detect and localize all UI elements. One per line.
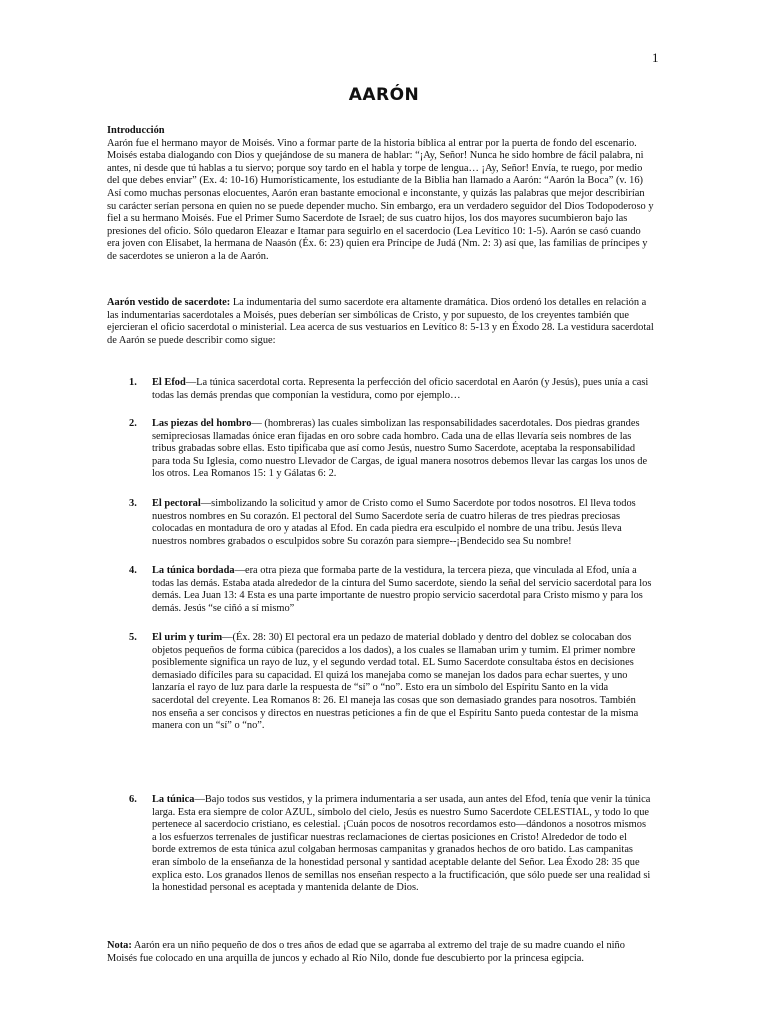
list-item-text: —La túnica sacerdotal corta. Representa la perfección del oficio sacerdotal en Aarón (y Jesús), pues unía a casi todas las demás prendas que componían la vestidura, como por ejemplo…	[152, 377, 649, 401]
list-item-number: 1.	[129, 377, 137, 388]
list-item-number: 3.	[129, 498, 137, 509]
list-item-number: 4.	[129, 565, 137, 576]
nota-heading: Nota:	[107, 940, 132, 951]
vestido-text: La indumentaria del sumo sacerdote era altamente dramática. Dios ordenó los detalles en relación a las indumentarias sacerdotales a Moisés, pues deberían ser simbólicas de Cristo, y por supuesto, de los creyentes también que ejercieran el oficio sacerdotal o ministerial. Lea acerca de sus vestuarios en Levítico 8: 5-13 y en Éxodo 28. La vestidura sacerdotal de Aarón se puede describir como sigue:	[107, 297, 654, 346]
list-item	[107, 498, 654, 548]
vestido-heading: Aarón vestido de sacerdote:	[107, 297, 231, 308]
nota-section	[107, 940, 654, 965]
nota-text: Aarón era un niño pequeño de dos o tres años de edad que se agarraba al extremo del traje de su madre cuando el niño Moisés fue colocado en una arquilla de juncos y echado al Río Nilo, donde fue descubierto por la princesa egipcia.	[107, 940, 625, 964]
intro-text: Aarón fue el hermano mayor de Moisés. Vino a formar parte de la historia bíblica al entrar por la puerta de fondo del escenario. Moisés estaba dialogando con Dios y quejándose de su manera de hablar: “¡Ay, Señor! Nunca he sido hombre de fácil palabra, ni antes, ni desde que tú hablas a tu siervo; porque soy tardo en el habla y torpe de lengua… ¡Ay, Señor! Envía, te ruego, por medio del que debes enviar” (Ex. 4: 10-16) Humorísticamente, los estudiante de la Biblia han llamado a Aarón: “Aarón la Boca” (v. 16) Así como muchas personas elocuentes, Aarón eran bastante emocional e inconstante, y quizás las palabras que mejor describirían su carácter serían persona en quien no se puede depender mucho. Sin embargo, era un verdadero seguidor del Dios Todopoderoso y fiel a su hermano Moisés. Fue el Primer Sumo Sacerdote de Israel; de sus cuatro hijos, los dos mayores sucumbieron bajo las presiones del oficio. Sólo quedaron Eleazar e Itamar para seguirlo en el sacerdocio (Lea Levítico 10: 1-5). Aarón se casó cuando era joven con Elisabet, la hermana de Naasón (Éx. 6: 23) quien era Príncipe de Judá (Nm. 2: 3) así que, las familias de príncipes y de sacerdotes se unieron a la de Aarón.	[107, 137, 654, 262]
list-item	[107, 794, 654, 895]
intro-heading: Introducción	[107, 125, 165, 136]
list-item-lead: La túnica	[152, 794, 195, 805]
list-item-text: —Bajo todos sus vestidos, y la primera indumentaria a ser usada, aun antes del Efod, tenía que venir la túnica larga. Esta era siempre de color AZUL, símbolo del cielo, Jesús es nuestro Sumo Sacerdote CELESTIAL, y todo lo que pertenece al sacerdocio cristiano, es celestial. ¡Cuán pocos de nosotros recordamos esto—dándonos a nosotros mismos a los esfuerzos terrenales de justificar nuestras reclamaciones de ciertas posiciones en Cristo! Alrededor de todo el borde extremos de esta túnica azul colgaban hermosas campanitas y granados hechos de oro batido. Las campanitas eran símbolo de la enseñanza de la honestidad personal y santidad aceptable delante del Señor. Lea Éxodo 28: 35 que explica esto. Los granados llenos de semillas nos enseñan respecto a la fructificación, que sólo puede ser una realidad si la honestidad personal es aceptada y mantenida delante de Dios.	[152, 794, 651, 894]
list-item	[107, 418, 654, 481]
list-item-number: 6.	[129, 794, 137, 805]
page-number: 1	[652, 50, 659, 65]
list-item-text: — (hombreras) las cuales simbolizan las responsabilidades sacerdotales. Dos piedras grandes semipreciosas llamadas ónice eran fijadas en oro sobre cada hombro. Cada una de ellas llevaría seis nombres de las tribus grabadas sobre ellas. Esto tipificaba que así como Jesús, nuestro Sumo Sacerdote, aceptaba la responsabilidad para toda Su Iglesia, como nuestro Llevador de Cargas, de igual manera nosotros debemos llevar las cargas los unos de los otros. Lea Romanos 15: 1 y Gálatas 6: 2.	[152, 418, 648, 480]
list-item-number: 5.	[129, 632, 137, 643]
list-item-number: 2.	[129, 418, 137, 429]
document-title: AARÓN	[348, 85, 420, 105]
list-item	[107, 632, 654, 733]
list-item-text: —(Éx. 28: 30) El pectoral era un pedazo de material doblado y dentro del doblez se colocaban dos objetos pequeños de forma cúbica (parecidos a los dados), a los cuales se llamaban urim y tumim. El primer nombre posiblemente significa un rayo de luz, y el segundo verdad total. EL Sumo Sacerdote consultaba éstos en decisiones demasiado difíciles para su capacidad. El quizá los manejaba como se manejan los dados para echar suertes, y uno lanzaría el rayo de luz para darle la respuesta de “sí” o “no”. Esto era un símbolo del Espíritu Santo en la vida sacerdotal del creyente. Lea Romanos 8: 26. El maneja las cosas que son demasiado grandes para nosotros. También nos enseña a ser concisos y directos en nuestras peticiones a fin de que el Espíritu Santo pueda contestar de la misma manera con un “sí” o “no”.	[152, 632, 639, 732]
list-item	[107, 565, 654, 615]
list-item-lead: La túnica bordada	[152, 565, 235, 576]
list-item-lead: Las piezas del hombro	[152, 418, 252, 429]
list-item-lead: El Efod	[152, 377, 186, 388]
list-item-lead: El pectoral	[152, 498, 201, 509]
list-item	[107, 377, 654, 402]
list-item-text: —simbolizando la solicitud y amor de Cristo como el Sumo Sacerdote por todos nosotros. El lleva todos nuestros nombres en Su corazón. El pectoral del Sumo Sacerdote sería de cuatro hileras de tres piedras preciosas colocadas en montadura de oro y atadas al Efod. En cada piedra era esculpido el nombre de una tribu. Jesús lleva nuestros nombres grabados o esculpidos sobre Su corazón para siempre--¡Bendecido sea Su nombre!	[152, 498, 636, 547]
list-item-text: —era otra pieza que formaba parte de la vestidura, la tercera pieza, que vinculada al Efod, unía a todas las demás. Estaba atada alrededor de la cintura del Sumo sacerdote, siendo la señal del servicio sacerdotal para los demás. Lea Juan 13: 4 Esta es una parte importante de nuestro propio servicio sacerdotal para Cristo mismo y para los demás. Jesús “se ciñó a sí mismo”	[152, 565, 652, 614]
list-item-lead: El urim y turim	[152, 632, 223, 643]
intro-section	[107, 125, 654, 264]
vestido-section	[107, 297, 654, 347]
